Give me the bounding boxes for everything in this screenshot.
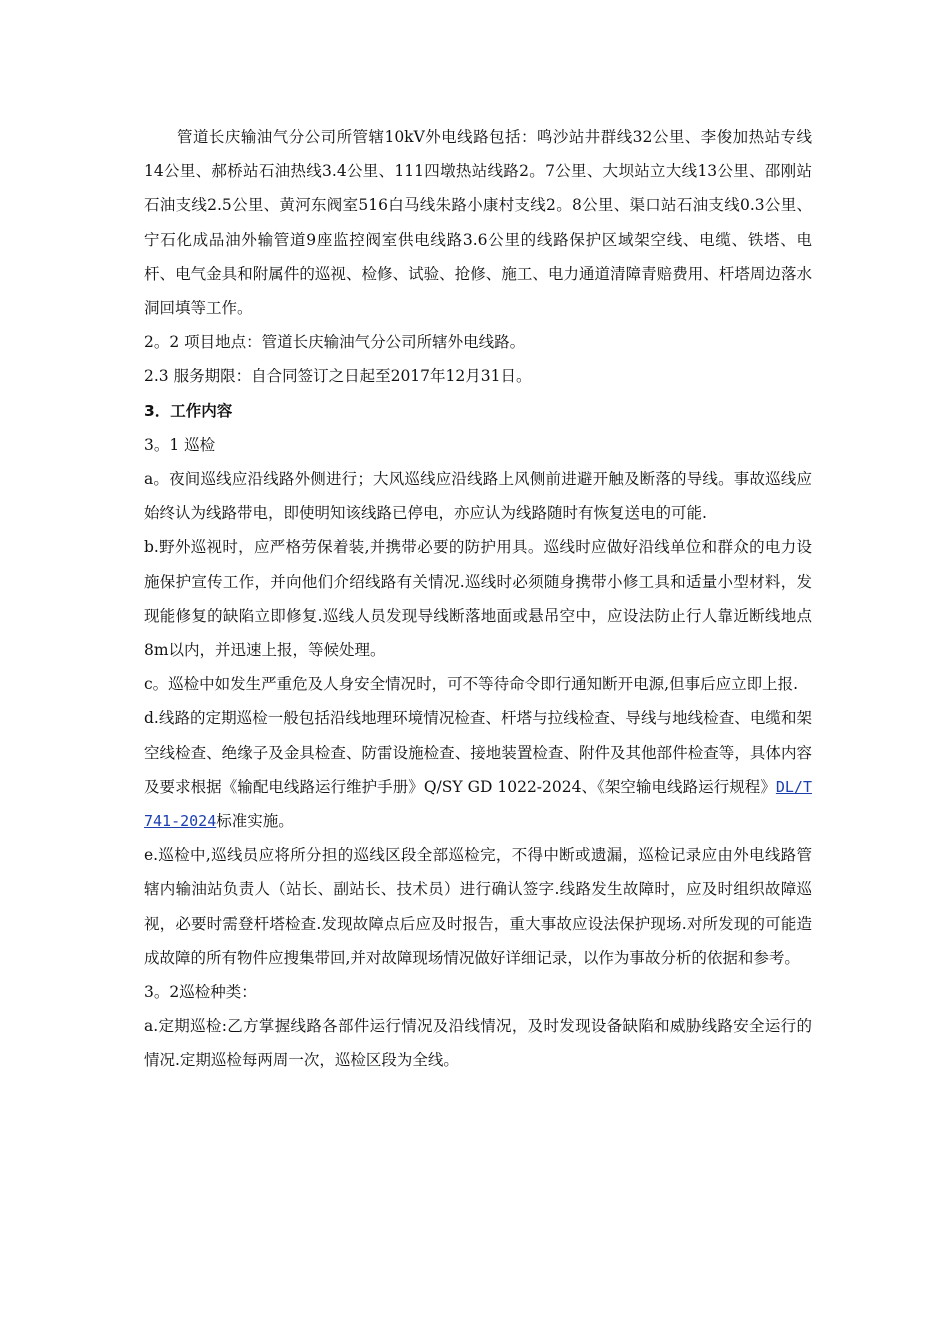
item-c: c。巡检中如发生严重危及人身安全情况时，可不等待命令即行通知断开电源,但事后应立即上报. <box>144 675 799 694</box>
section-3-heading: 3．工作内容 <box>144 401 233 420</box>
item-3-2-a: a.定期巡检:乙方掌握线路各部件运行情况及沿线情况，及时发现设备缺陷和威胁线路安全运行的情况.定期巡检每两周一次，巡检区段为全线。 <box>144 1017 812 1070</box>
item-a: a。夜间巡线应沿线路外侧进行；大风巡线应沿线路上风侧前进避开触及断落的导线。事故巡线应始终认为线路带电，即使明知该线路已停电，亦应认为线路随时有恢复送电的可能. <box>144 470 812 523</box>
item-d-text: d.线路的定期巡检一般包括沿线地理环境情况检查、杆塔与拉线检查、导线与地线检查、电缆和架空线检查、绝缘子及金具检查、防雷设施检查、接地装置检查、附件及其他部件检查等，具体内容及要求根据《输配电线路运行维护手册》Q/SY GD 1022-2024、《架空输电线路运行规程》 <box>144 709 812 796</box>
standard-link[interactable]: DL/T 741-2024 <box>144 777 812 831</box>
item-e: e.巡检中,巡线员应将所分担的巡线区段全部巡检完，不得中断或遗漏，巡检记录应由外电线路管辖内输油站负责人（站长、副站长、技术员）进行确认签字.线路发生故障时，应及时组织故障巡视，必要时需登杆塔检查.发现故障点后应及时报告，重大事故应设法保护现场.对所发现的可能造成故障的所有物件应搜集带回,并对故障现场情况做好详细记录，以作为事故分析的依据和参考。 <box>144 846 812 967</box>
service-period: 2.3 服务期限：自合同签订之日起至2017年12月31日。 <box>144 367 532 386</box>
item-b: b.野外巡视时，应严格劳保着装,并携带必要的防护用具。巡线时应做好沿线单位和群众的电力设施保护宣传工作，并向他们介绍线路有关情况.巡线时必须随身携带小修工具和适量小型材料，发现能修复的缺陷立即修复.巡线人员发现导线断落地面或悬吊空中，应设法防止行人靠近断线地点8m以内，并迅速上报，等候处理。 <box>144 538 812 660</box>
item-d <box>144 701 812 838</box>
document-body <box>144 120 812 1078</box>
item-d-tail: 标准实施。 <box>216 812 294 831</box>
project-location: 2。2 项目地点：管道长庆输油气分公司所辖外电线路。 <box>144 333 526 352</box>
section-3-2-heading: 3。2巡检种类： <box>144 983 257 1002</box>
section-3-1-heading: 3。1 巡检 <box>144 435 216 454</box>
intro-paragraph: 管道长庆输油气分公司所管辖10kV外电线路包括：鸣沙站井群线32公里、李俊加热站专线14公里、郝桥站石油热线3.4公里、111四墩热站线路2。7公里、大坝站立大线13公里、邵刚站石油支线2.5公里、黄河东阀室516白马线朱路小康村支线2。8公里、渠口站石油支线0.3公里、宁石化成品油外输管道9座监控阀室供电线路3.6公里的线路保护区域架空线、电缆、铁塔、电杆、电气金具和附属件的巡视、检修、试验、抢修、施工、电力通道清障青赔费用、杆塔周边落水洞回填等工作。 <box>144 128 812 318</box>
